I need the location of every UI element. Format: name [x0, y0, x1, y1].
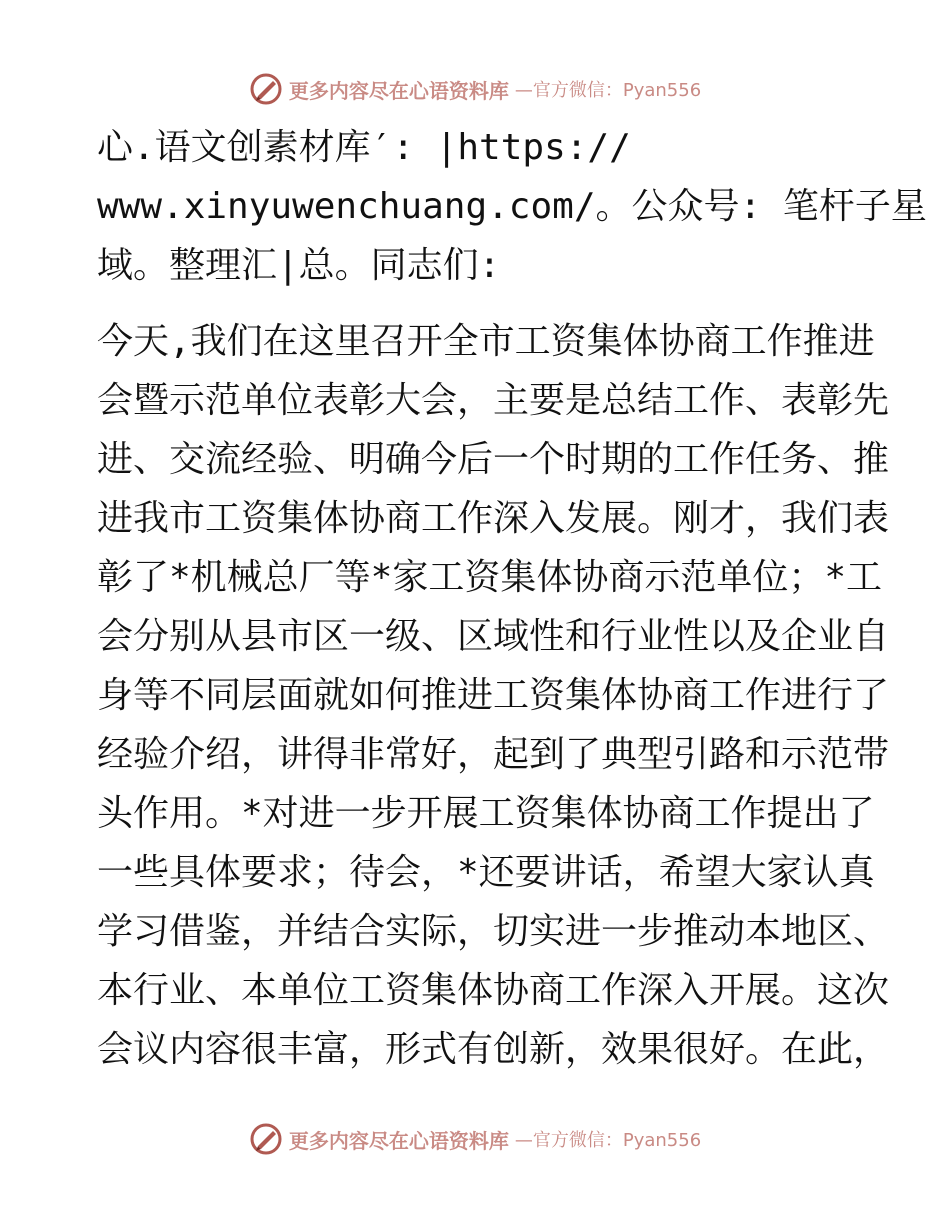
intro-line: 域。整理汇|总。同志们:	[97, 245, 501, 286]
body-line: 进我市工资集体协商工作深入发展。刚才，我们表	[97, 498, 890, 539]
logo-icon	[249, 72, 283, 106]
body-line: 彰了*机械总厂等*家工资集体协商示范单位；*工	[97, 557, 883, 598]
body-line: 会议内容很丰富，形式有创新，效果很好。在此，	[97, 1029, 890, 1070]
body-line: 进、交流经验、明确今后一个时期的工作任务、推	[97, 439, 890, 480]
watermark-main-text: 更多内容尽在心语资料库	[288, 78, 509, 103]
body-line: 头作用。*对进一步开展工资集体协商工作提出了	[97, 793, 875, 834]
body-line: 本行业、本单位工资集体协商工作深入开展。这次	[97, 970, 890, 1011]
body-line: 今天,我们在这里召开全市工资集体协商工作推进	[97, 321, 875, 362]
footer-watermark	[0, 1122, 950, 1156]
watermark-main-text: 更多内容尽在心语资料库	[288, 1128, 509, 1153]
watermark-sub-text: —官方微信：Pyan556	[514, 1130, 702, 1151]
intro-line: www.xinyuwenchuang.com/。公众号: 笔杆子星	[97, 186, 927, 227]
document-body	[97, 118, 927, 1079]
watermark-sub-text: —官方微信：Pyan556	[514, 80, 702, 101]
intro-line: 心.语文创素材库′: |https://	[97, 127, 631, 168]
paragraph-gap	[97, 295, 857, 312]
header-watermark	[0, 72, 950, 106]
body-line: 会分别从县市区一级、区域性和行业性以及企业自	[97, 616, 890, 657]
body-line: 学习借鉴，并结合实际，切实进一步推动本地区、	[97, 911, 890, 952]
body-line: 经验介绍，讲得非常好，起到了典型引路和示范带	[97, 734, 890, 775]
body-line: 身等不同层面就如何推进工资集体协商工作进行了	[97, 675, 890, 716]
logo-icon	[249, 1122, 283, 1156]
body-line: 一些具体要求；待会，*还要讲话，希望大家认真	[97, 852, 875, 893]
body-line: 会暨示范单位表彰大会，主要是总结工作、表彰先	[97, 380, 890, 421]
